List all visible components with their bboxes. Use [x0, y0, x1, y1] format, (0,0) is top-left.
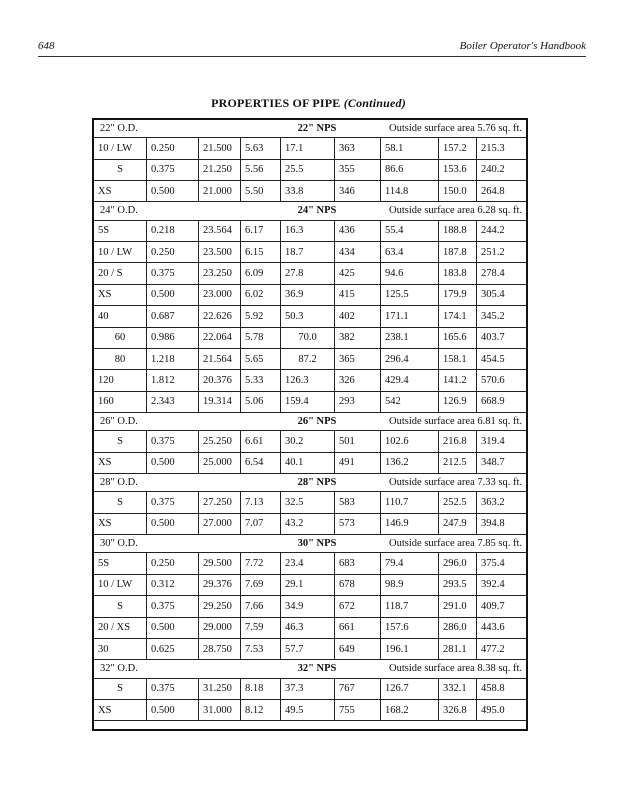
value-cell: 79.4 — [380, 553, 438, 573]
value-cell: 678 — [334, 575, 380, 595]
value-cell: 6.09 — [240, 263, 280, 283]
value-cell: 251.2 — [476, 242, 526, 262]
value-cell: 293 — [334, 392, 380, 412]
value-cell: 141.2 — [438, 370, 476, 390]
outside-diameter-label: 26" O.D. — [100, 416, 138, 428]
value-cell: 415 — [334, 285, 380, 305]
value-cell: 98.9 — [380, 575, 438, 595]
table-row — [94, 263, 526, 284]
table-row — [94, 328, 526, 349]
value-cell: 394.8 — [476, 514, 526, 534]
value-cell: 345.2 — [476, 306, 526, 326]
value-cell: 153.6 — [438, 160, 476, 180]
value-cell: 244.2 — [476, 221, 526, 241]
value-cell: 29.000 — [198, 618, 240, 638]
value-cell: 5.78 — [240, 328, 280, 348]
value-cell: 23.000 — [198, 285, 240, 305]
outside-surface-area-label: Outside surface area 5.76 sq. ft. — [389, 123, 522, 135]
value-cell: 296.4 — [380, 349, 438, 369]
value-cell: 157.2 — [438, 138, 476, 158]
schedule-cell: 30 — [98, 643, 109, 655]
value-cell: 7.13 — [240, 492, 280, 512]
value-cell: 43.2 — [280, 514, 334, 534]
value-cell: 668.9 — [476, 392, 526, 412]
outside-diameter-label: 30" O.D. — [100, 538, 138, 550]
value-cell: 126.3 — [280, 370, 334, 390]
value-cell: 332.1 — [438, 679, 476, 699]
value-cell: 0.986 — [146, 328, 198, 348]
value-cell: 187.8 — [438, 242, 476, 262]
table-row — [94, 618, 526, 639]
value-cell: 0.500 — [146, 453, 198, 473]
value-cell: 171.1 — [380, 306, 438, 326]
value-cell: 365 — [334, 349, 380, 369]
outside-surface-area-label: Outside surface area 6.28 sq. ft. — [389, 205, 522, 217]
value-cell: 94.6 — [380, 263, 438, 283]
value-cell: 0.375 — [146, 160, 198, 180]
value-cell: 25.5 — [280, 160, 334, 180]
value-cell: 31.000 — [198, 700, 240, 720]
value-cell: 436 — [334, 221, 380, 241]
value-cell: 683 — [334, 553, 380, 573]
value-cell: 672 — [334, 596, 380, 616]
value-cell: 7.59 — [240, 618, 280, 638]
value-cell: 29.1 — [280, 575, 334, 595]
value-cell: 7.66 — [240, 596, 280, 616]
value-cell: 382 — [334, 328, 380, 348]
value-cell: 20.376 — [198, 370, 240, 390]
nominal-pipe-size-label: 28" NPS — [297, 477, 337, 489]
value-cell: 348.7 — [476, 453, 526, 473]
table-title-suffix: (Continued) — [343, 96, 406, 110]
value-cell: 238.1 — [380, 328, 438, 348]
size-header-row — [94, 474, 526, 492]
value-cell: 32.5 — [280, 492, 334, 512]
value-cell: 157.6 — [380, 618, 438, 638]
table-row — [94, 679, 526, 700]
value-cell: 183.8 — [438, 263, 476, 283]
table-row — [94, 492, 526, 513]
schedule-cell: XS — [98, 704, 112, 716]
value-cell: 159.4 — [280, 392, 334, 412]
value-cell: 29.376 — [198, 575, 240, 595]
value-cell: 0.500 — [146, 700, 198, 720]
value-cell: 264.8 — [476, 181, 526, 201]
value-cell: 168.2 — [380, 700, 438, 720]
value-cell: 31.250 — [198, 679, 240, 699]
value-cell: 216.8 — [438, 431, 476, 451]
schedule-cell: S — [117, 164, 123, 176]
value-cell: 5.56 — [240, 160, 280, 180]
value-cell: 49.5 — [280, 700, 334, 720]
value-cell: 7.72 — [240, 553, 280, 573]
value-cell: 252.5 — [438, 492, 476, 512]
value-cell: 5.63 — [240, 138, 280, 158]
table-row — [94, 639, 526, 660]
value-cell: 458.8 — [476, 679, 526, 699]
value-cell: 21.000 — [198, 181, 240, 201]
nominal-pipe-size-label: 24" NPS — [297, 205, 337, 217]
value-cell: 8.12 — [240, 700, 280, 720]
value-cell: 46.3 — [280, 618, 334, 638]
value-cell: 21.250 — [198, 160, 240, 180]
value-cell: 63.4 — [380, 242, 438, 262]
value-cell: 293.5 — [438, 575, 476, 595]
table-row — [94, 392, 526, 413]
table-row — [94, 160, 526, 181]
value-cell: 19.314 — [198, 392, 240, 412]
value-cell: 23.250 — [198, 263, 240, 283]
table-row — [94, 514, 526, 535]
value-cell: 27.250 — [198, 492, 240, 512]
value-cell: 0.250 — [146, 138, 198, 158]
value-cell: 125.5 — [380, 285, 438, 305]
schedule-cell: 10 / LW — [98, 579, 133, 591]
value-cell: 6.54 — [240, 453, 280, 473]
value-cell: 28.750 — [198, 639, 240, 659]
outside-diameter-label: 28" O.D. — [100, 477, 138, 489]
value-cell: 50.3 — [280, 306, 334, 326]
value-cell: 291.0 — [438, 596, 476, 616]
table-row — [94, 575, 526, 596]
value-cell: 296.0 — [438, 553, 476, 573]
value-cell: 27.8 — [280, 263, 334, 283]
value-cell: 21.500 — [198, 138, 240, 158]
table-row — [94, 370, 526, 391]
value-cell: 434 — [334, 242, 380, 262]
value-cell: 0.375 — [146, 679, 198, 699]
value-cell: 1.812 — [146, 370, 198, 390]
value-cell: 6.17 — [240, 221, 280, 241]
value-cell: 454.5 — [476, 349, 526, 369]
value-cell: 150.0 — [438, 181, 476, 201]
value-cell: 346 — [334, 181, 380, 201]
schedule-cell: 60 — [114, 332, 126, 344]
value-cell: 0.250 — [146, 553, 198, 573]
schedule-cell: 80 — [114, 353, 126, 365]
table-row — [94, 285, 526, 306]
schedule-cell: 10 / LW — [98, 142, 133, 154]
value-cell: 0.500 — [146, 285, 198, 305]
value-cell: 36.9 — [280, 285, 334, 305]
value-cell: 55.4 — [380, 221, 438, 241]
page-number: 648 — [38, 40, 55, 52]
schedule-cell: 10 / LW — [98, 246, 133, 258]
value-cell: 429.4 — [380, 370, 438, 390]
outside-diameter-label: 24" O.D. — [100, 205, 138, 217]
value-cell: 0.625 — [146, 639, 198, 659]
value-cell: 87.2 — [280, 349, 334, 369]
value-cell: 17.1 — [280, 138, 334, 158]
value-cell: 501 — [334, 431, 380, 451]
schedule-cell: S — [117, 600, 123, 612]
value-cell: 0.375 — [146, 263, 198, 283]
value-cell: 573 — [334, 514, 380, 534]
table-row — [94, 349, 526, 370]
outside-surface-area-label: Outside surface area 7.85 sq. ft. — [389, 538, 522, 550]
value-cell: 174.1 — [438, 306, 476, 326]
nominal-pipe-size-label: 26" NPS — [297, 416, 337, 428]
table-row — [94, 221, 526, 242]
value-cell: 326.8 — [438, 700, 476, 720]
value-cell: 392.4 — [476, 575, 526, 595]
value-cell: 0.250 — [146, 242, 198, 262]
value-cell: 29.500 — [198, 553, 240, 573]
value-cell: 7.69 — [240, 575, 280, 595]
outside-diameter-label: 32" O.D. — [100, 663, 138, 675]
value-cell: 281.1 — [438, 639, 476, 659]
value-cell: 403.7 — [476, 328, 526, 348]
value-cell: 114.8 — [380, 181, 438, 201]
value-cell: 0.218 — [146, 221, 198, 241]
value-cell: 57.7 — [280, 639, 334, 659]
outside-surface-area-label: Outside surface area 7.33 sq. ft. — [389, 477, 522, 489]
value-cell: 286.0 — [438, 618, 476, 638]
value-cell: 0.500 — [146, 618, 198, 638]
table-title-text: PROPERTIES OF PIPE — [211, 96, 341, 110]
value-cell: 363 — [334, 138, 380, 158]
value-cell: 240.2 — [476, 160, 526, 180]
value-cell: 649 — [334, 639, 380, 659]
nominal-pipe-size-label: 22" NPS — [297, 123, 337, 135]
value-cell: 86.6 — [380, 160, 438, 180]
value-cell: 375.4 — [476, 553, 526, 573]
value-cell: 0.500 — [146, 514, 198, 534]
value-cell: 0.500 — [146, 181, 198, 201]
value-cell: 326 — [334, 370, 380, 390]
schedule-cell: XS — [98, 289, 112, 301]
value-cell: 570.6 — [476, 370, 526, 390]
value-cell: 6.15 — [240, 242, 280, 262]
value-cell: 491 — [334, 453, 380, 473]
schedule-cell: XS — [98, 457, 112, 469]
outside-diameter-label: 22" O.D. — [100, 123, 138, 135]
value-cell: 22.064 — [198, 328, 240, 348]
schedule-cell: 5S — [98, 558, 110, 570]
value-cell: 110.7 — [380, 492, 438, 512]
schedule-cell: 20 / S — [98, 268, 123, 280]
value-cell: 25.250 — [198, 431, 240, 451]
value-cell: 70.0 — [280, 328, 334, 348]
value-cell: 23.500 — [198, 242, 240, 262]
value-cell: 7.07 — [240, 514, 280, 534]
value-cell: 755 — [334, 700, 380, 720]
value-cell: 30.2 — [280, 431, 334, 451]
table-row — [94, 553, 526, 574]
table-row — [94, 431, 526, 452]
value-cell: 583 — [334, 492, 380, 512]
pipe-properties-table — [92, 118, 528, 731]
size-header-row — [94, 535, 526, 553]
table-row — [94, 453, 526, 474]
value-cell: 33.8 — [280, 181, 334, 201]
value-cell: 118.7 — [380, 596, 438, 616]
value-cell: 146.9 — [380, 514, 438, 534]
value-cell: 495.0 — [476, 700, 526, 720]
schedule-cell: S — [117, 683, 123, 695]
value-cell: 8.18 — [240, 679, 280, 699]
schedule-cell: 20 / XS — [98, 622, 131, 634]
value-cell: 5.92 — [240, 306, 280, 326]
nominal-pipe-size-label: 32" NPS — [297, 663, 337, 675]
value-cell: 215.3 — [476, 138, 526, 158]
schedule-cell: 160 — [98, 396, 114, 408]
value-cell: 5.33 — [240, 370, 280, 390]
value-cell: 278.4 — [476, 263, 526, 283]
size-header-row — [94, 413, 526, 431]
value-cell: 23.4 — [280, 553, 334, 573]
schedule-cell: 120 — [98, 375, 114, 387]
page-header — [38, 40, 586, 56]
value-cell: 27.000 — [198, 514, 240, 534]
value-cell: 18.7 — [280, 242, 334, 262]
table-row — [94, 700, 526, 721]
value-cell: 34.9 — [280, 596, 334, 616]
value-cell: 767 — [334, 679, 380, 699]
value-cell: 477.2 — [476, 639, 526, 659]
header-rule — [38, 56, 586, 57]
size-header-row — [94, 660, 526, 678]
value-cell: 40.1 — [280, 453, 334, 473]
value-cell: 443.6 — [476, 618, 526, 638]
value-cell: 1.218 — [146, 349, 198, 369]
value-cell: 6.61 — [240, 431, 280, 451]
value-cell: 21.564 — [198, 349, 240, 369]
running-title: Boiler Operator's Handbook — [459, 40, 586, 52]
value-cell: 196.1 — [380, 639, 438, 659]
value-cell: 247.9 — [438, 514, 476, 534]
value-cell: 0.312 — [146, 575, 198, 595]
value-cell: 29.250 — [198, 596, 240, 616]
value-cell: 165.6 — [438, 328, 476, 348]
value-cell: 25.000 — [198, 453, 240, 473]
value-cell: 5.06 — [240, 392, 280, 412]
value-cell: 5.65 — [240, 349, 280, 369]
value-cell: 136.2 — [380, 453, 438, 473]
table-row — [94, 181, 526, 202]
value-cell: 355 — [334, 160, 380, 180]
table-row — [94, 138, 526, 159]
value-cell: 0.687 — [146, 306, 198, 326]
value-cell: 7.53 — [240, 639, 280, 659]
value-cell: 402 — [334, 306, 380, 326]
value-cell: 363.2 — [476, 492, 526, 512]
value-cell: 409.7 — [476, 596, 526, 616]
value-cell: 212.5 — [438, 453, 476, 473]
value-cell: 2.343 — [146, 392, 198, 412]
value-cell: 0.375 — [146, 492, 198, 512]
value-cell: 179.9 — [438, 285, 476, 305]
value-cell: 22.626 — [198, 306, 240, 326]
table-row — [94, 306, 526, 327]
nominal-pipe-size-label: 30" NPS — [297, 538, 337, 550]
outside-surface-area-label: Outside surface area 8.38 sq. ft. — [389, 663, 522, 675]
schedule-cell: S — [117, 436, 123, 448]
value-cell: 5.50 — [240, 181, 280, 201]
value-cell: 37.3 — [280, 679, 334, 699]
schedule-cell: XS — [98, 185, 112, 197]
value-cell: 319.4 — [476, 431, 526, 451]
value-cell: 126.7 — [380, 679, 438, 699]
value-cell: 305.4 — [476, 285, 526, 305]
value-cell: 425 — [334, 263, 380, 283]
value-cell: 0.375 — [146, 431, 198, 451]
value-cell: 158.1 — [438, 349, 476, 369]
value-cell: 58.1 — [380, 138, 438, 158]
value-cell: 23.564 — [198, 221, 240, 241]
value-cell: 661 — [334, 618, 380, 638]
value-cell: 542 — [380, 392, 438, 412]
value-cell: 6.02 — [240, 285, 280, 305]
outside-surface-area-label: Outside surface area 6.81 sq. ft. — [389, 416, 522, 428]
table-row — [94, 242, 526, 263]
value-cell: 102.6 — [380, 431, 438, 451]
schedule-cell: XS — [98, 518, 112, 530]
size-header-row — [94, 202, 526, 220]
value-cell: 188.8 — [438, 221, 476, 241]
schedule-cell: 40 — [98, 310, 109, 322]
value-cell: 16.3 — [280, 221, 334, 241]
schedule-cell: S — [117, 497, 123, 509]
value-cell: 126.9 — [438, 392, 476, 412]
table-row — [94, 596, 526, 617]
schedule-cell: 5S — [98, 225, 110, 237]
value-cell: 0.375 — [146, 596, 198, 616]
size-header-row — [94, 120, 526, 138]
table-title — [0, 96, 617, 111]
